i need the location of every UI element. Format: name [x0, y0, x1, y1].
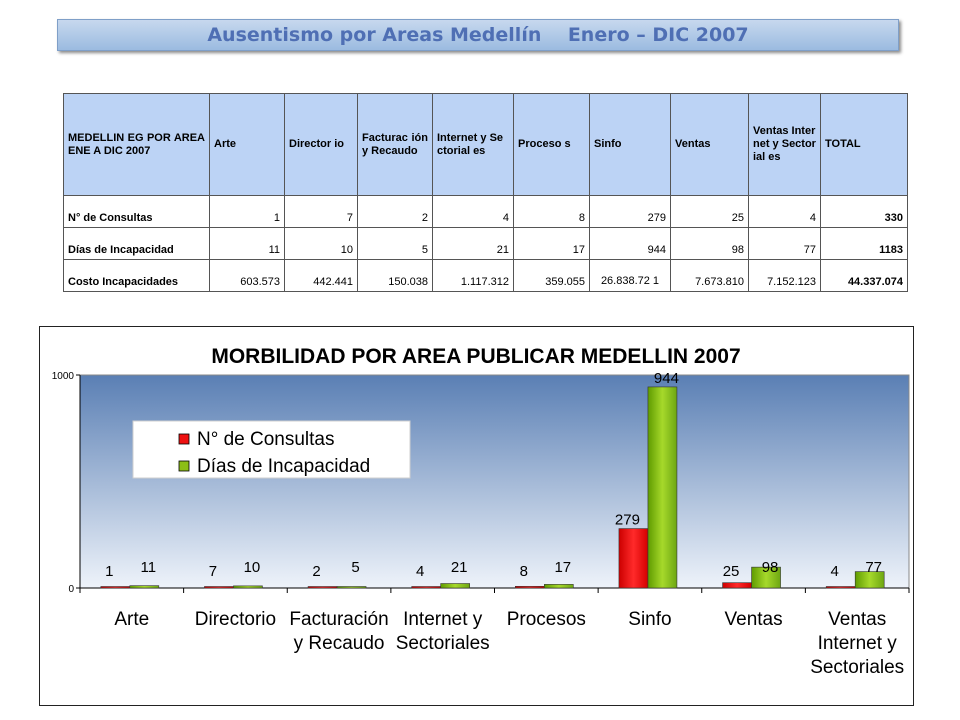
- table-cell: 77: [749, 228, 821, 260]
- bar: [515, 586, 544, 588]
- table-cell: 603.573: [210, 260, 285, 292]
- table-row: [64, 260, 908, 292]
- data-label: 98: [761, 559, 779, 576]
- table-body: [64, 196, 908, 292]
- data-label: 1: [105, 563, 114, 580]
- data-label: 10: [243, 559, 261, 576]
- table-cell: 359.055: [514, 260, 590, 292]
- bar-chart: [40, 327, 913, 705]
- table-cell: 944: [590, 228, 671, 260]
- y-tick-label: 0: [68, 584, 74, 595]
- row-label: Costo Incapacidades: [64, 260, 210, 292]
- table-cell: 10: [285, 228, 358, 260]
- table-row: [64, 228, 908, 260]
- x-tick-label: Ventas: [828, 609, 887, 630]
- data-label: 5: [351, 559, 360, 576]
- chart-container: [39, 326, 914, 706]
- table-cell: 7.152.123: [749, 260, 821, 292]
- column-header: Arte: [210, 94, 285, 196]
- column-header: Director io: [285, 94, 358, 196]
- data-label: 11: [140, 559, 157, 576]
- table-cell: 8: [514, 196, 590, 228]
- data-label: 77: [865, 559, 883, 576]
- bar: [101, 587, 130, 589]
- table-cell: 7.673.810: [671, 260, 749, 292]
- x-tick-label: Facturación: [289, 609, 389, 630]
- row-label: Días de Incapacidad: [64, 228, 210, 260]
- data-label: 279: [614, 511, 640, 529]
- data-label: 2: [312, 563, 321, 580]
- total-cell: 330: [821, 196, 908, 228]
- table-header-row: [64, 94, 908, 196]
- table-cell: 98: [671, 228, 749, 260]
- title-banner: [57, 19, 899, 51]
- bar: [337, 587, 366, 589]
- x-tick-label: Directorio: [194, 609, 277, 630]
- table-cell: 442.441: [285, 260, 358, 292]
- legend-label: N° de Consultas: [197, 429, 335, 450]
- table-cell: 17: [514, 228, 590, 260]
- column-header: Ventas Internet y Sectorial es: [749, 94, 821, 196]
- row-label: N° de Consultas: [64, 196, 210, 228]
- y-tick-label: 1000: [51, 371, 74, 382]
- bar: [619, 529, 648, 588]
- table-cell: 4: [749, 196, 821, 228]
- x-tick-label: Procesos: [506, 609, 586, 630]
- data-label: 8: [519, 563, 528, 580]
- x-tick-label: Internet y: [817, 633, 897, 654]
- data-label: 7: [208, 563, 218, 580]
- page-title: Ausentismo por Areas Medellín Enero – DIC 2007: [207, 24, 749, 46]
- data-label: 944: [653, 369, 679, 387]
- data-table: [63, 93, 908, 292]
- data-label: 25: [722, 563, 740, 580]
- total-cell: 1183: [821, 228, 908, 260]
- table-cell: 4: [433, 196, 514, 228]
- table-row: [64, 196, 908, 228]
- table-cell: 7: [285, 196, 358, 228]
- column-header: Internet y Sectorial es: [433, 94, 514, 196]
- bar: [648, 387, 677, 588]
- column-header: Ventas: [671, 94, 749, 196]
- column-header: TOTAL: [821, 94, 908, 196]
- table-cell: 26.838.72 1: [590, 260, 671, 292]
- table-cell: 25: [671, 196, 749, 228]
- x-tick-label: Arte: [114, 609, 150, 630]
- total-cell: 44.337.074: [821, 260, 908, 292]
- x-tick-label: Ventas: [724, 609, 783, 630]
- x-tick-label: Internet y: [403, 609, 483, 630]
- bar: [204, 587, 233, 589]
- legend-swatch: [179, 461, 189, 471]
- x-tick-label: Sinfo: [628, 609, 672, 630]
- x-tick-label: y Recaudo: [293, 633, 385, 654]
- table-cell: 279: [590, 196, 671, 228]
- data-label: 21: [450, 559, 468, 576]
- chart-title: MORBILIDAD POR AREA PUBLICAR MEDELLIN 2007: [211, 345, 741, 368]
- table-corner-header: MEDELLIN EG POR AREA ENE A DIC 2007: [64, 94, 210, 196]
- data-label: 17: [554, 559, 572, 576]
- table-cell: 5: [358, 228, 433, 260]
- x-tick-label: Sectoriales: [395, 633, 490, 654]
- bar: [308, 587, 337, 589]
- table-cell: 21: [433, 228, 514, 260]
- x-tick-label: Sectoriales: [810, 657, 905, 678]
- legend-swatch: [179, 434, 189, 444]
- table-cell: 11: [210, 228, 285, 260]
- bar: [826, 587, 855, 589]
- table-cell: 1: [210, 196, 285, 228]
- bar: [544, 584, 573, 588]
- bar: [130, 586, 159, 588]
- column-header: Sinfo: [590, 94, 671, 196]
- data-label: 4: [830, 563, 839, 580]
- plot-area: [80, 375, 909, 588]
- legend-label: Días de Incapacidad: [197, 456, 371, 477]
- bar: [233, 586, 262, 588]
- table-cell: 1.117.312: [433, 260, 514, 292]
- data-label: 4: [416, 563, 425, 580]
- bar: [441, 584, 470, 588]
- table-cell: 150.038: [358, 260, 433, 292]
- column-header: Facturac ión y Recaudo: [358, 94, 433, 196]
- bar: [412, 587, 441, 589]
- table-cell: 2: [358, 196, 433, 228]
- bar: [723, 583, 752, 588]
- column-header: Proceso s: [514, 94, 590, 196]
